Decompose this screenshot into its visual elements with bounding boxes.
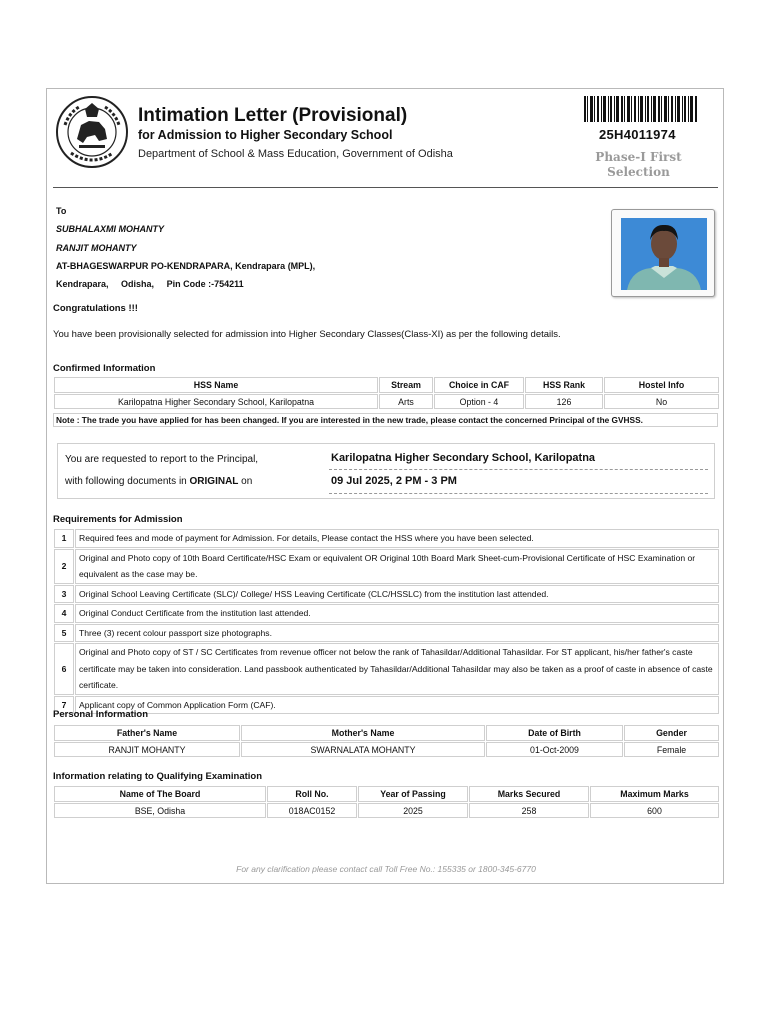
cell-hostel: No [604,394,719,409]
letter-title: Intimation Letter (Provisional) [138,105,408,126]
req-text: Original and Photo copy of 10th Board Certificate/HSC Exam or equivalent OR Original 10th Board Mark Sheet-cum-Provisional Certificate of HSC Examination or equivalent as the case may be. [75,549,719,584]
col-father: Father's Name [54,725,240,741]
col-roll: Roll No. [267,786,357,802]
table-row [54,624,719,643]
col-board: Name of The Board [54,786,266,802]
report-line-2-suffix: on [238,476,253,487]
report-line-1: You are requested to report to the Principal, [65,454,259,465]
congratulations-text: Congratulations !!! [53,303,138,314]
req-text: Original Conduct Certificate from the institution last attended. [75,604,719,623]
recipient-address [56,202,315,293]
phase-label [562,150,715,180]
req-number: 1 [54,529,74,548]
address-line-1: AT-BHAGESWARPUR PO-KENDRAPARA, Kendrapara (MPL), [56,260,316,271]
cell-stream: Arts [379,394,433,409]
req-text: Three (3) recent colour passport size photographs. [75,624,719,643]
table-header-row [54,725,719,741]
odisha-emblem-icon [55,95,129,169]
barcode-number: 25H4011974 [599,127,676,142]
col-mother: Mother's Name [241,725,485,741]
trade-change-note: Note : The trade you have applied for has been changed. If you are interested in the new trade, please contact the concerned Principal of the GVHSS. [53,413,718,427]
address-line-2 [56,275,315,293]
req-number: 5 [54,624,74,643]
address-to: To [56,206,67,216]
cell-choice: Option - 4 [434,394,524,409]
cell-mother: SWARNALATA MOHANTY [241,742,485,757]
cell-marks: 258 [469,803,589,818]
toll-free-footer: For any clarification please contact call Toll Free No.: 155335 or 1800-345-6770 [236,864,536,874]
req-number: 3 [54,585,74,604]
header-divider [53,187,718,188]
cell-father: RANJIT MOHANTY [54,742,240,757]
table-row [54,549,719,584]
address-pin: Pin Code :-754211 [166,279,244,290]
qualifying-exam-title: Information relating to Qualifying Examination [53,771,263,782]
report-box [57,443,715,499]
req-number: 6 [54,643,74,695]
phase-line-1: Phase-I First [595,150,682,164]
col-gender: Gender [624,725,719,741]
col-hostel: Hostel Info [604,377,719,393]
requirements-table [53,528,720,715]
phase-line-2: Selection [607,165,670,179]
table-header-row [54,786,719,802]
requirements-title: Requirements for Admission [53,514,183,525]
req-text: Required fees and mode of payment for Admission. For details, Please contact the HSS where you have been selected. [75,529,719,548]
table-row [54,604,719,623]
address-district: Kendrapara, [56,279,109,290]
cell-board: BSE, Odisha [54,803,266,818]
col-hss-name: HSS Name [54,377,378,393]
guardian-name: RANJIT MOHANTY [56,242,137,253]
table-row [54,643,719,695]
confirmed-info-title: Confirmed Information [53,363,156,374]
col-stream: Stream [379,377,433,393]
col-max-marks: Maximum Marks [590,786,719,802]
report-divider [329,469,708,470]
col-marks: Marks Secured [469,786,589,802]
letter-header [47,89,723,189]
selection-message: You have been provisionally selected for admission into Higher Secondary Classes(Class-XI) as per the following details. [53,329,561,340]
qualifying-exam-table [53,785,720,819]
table-row [54,394,719,409]
col-choice: Choice in CAF [434,377,524,393]
table-header-row [54,377,719,393]
req-number: 7 [54,696,74,715]
table-row [54,742,719,757]
cell-year: 2025 [358,803,468,818]
letter-subtitle: for Admission to Higher Secondary School [138,128,393,142]
candidate-photo [621,218,707,290]
barcode-icon [584,96,697,122]
req-number: 4 [54,604,74,623]
report-line-2 [65,476,252,487]
table-row [54,696,719,715]
cell-rank: 126 [525,394,603,409]
cell-gender: Female [624,742,719,757]
personal-info-table [53,724,720,758]
department-name: Department of School & Mass Education, Government of Odisha [138,148,453,160]
personal-info-title: Personal Information [53,709,149,720]
confirmed-info-table [53,376,720,410]
req-text: Applicant copy of Common Application Form (CAF). [75,696,719,715]
report-school: Karilopatna Higher Secondary School, Karilopatna [331,452,596,464]
intimation-letter [46,88,724,884]
table-row [54,803,719,818]
cell-roll: 018AC0152 [267,803,357,818]
req-text: Original and Photo copy of ST / SC Certificates from revenue officer not below the rank of Tahasildar/Additional Tahasildar. For ST applicant, his/her father's caste certificate may be taken into consideration. Land passbook authenticated by Tahasildar/Additional Tahasildar may also be taken as a proof of caste in absence of caste certificate. [75,643,719,695]
report-datetime: 09 Jul 2025, 2 PM - 3 PM [331,475,457,487]
col-dob: Date of Birth [486,725,623,741]
address-state: Odisha, [121,279,155,290]
cell-hss-name: Karilopatna Higher Secondary School, Karilopatna [54,394,378,409]
col-rank: HSS Rank [525,377,603,393]
report-original-label: ORIGINAL [189,476,239,487]
report-line-2-prefix: with following documents in [65,476,190,487]
table-row [54,529,719,548]
req-number: 2 [54,549,74,584]
cell-max-marks: 600 [590,803,719,818]
table-row [54,585,719,604]
recipient-name: SUBHALAXMI MOHANTY [56,224,164,235]
candidate-photo-frame [611,209,715,297]
col-year: Year of Passing [358,786,468,802]
cell-dob: 01-Oct-2009 [486,742,623,757]
report-divider [329,493,708,494]
req-text: Original School Leaving Certificate (SLC)/ College/ HSS Leaving Certificate (CLC/HSSLC) from the institution last attended. [75,585,719,604]
